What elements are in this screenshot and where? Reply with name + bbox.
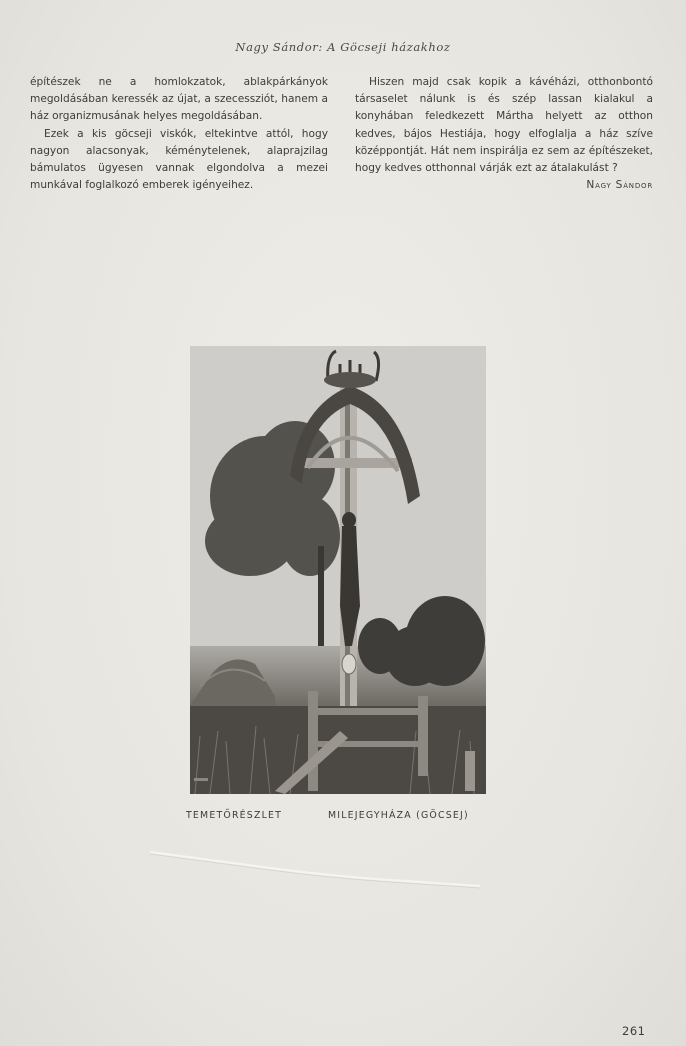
author-signature: Nagy Sándor: [586, 179, 653, 192]
paper-crease-mark: [150, 850, 480, 890]
right-paragraph-1: [355, 74, 653, 192]
left-column: [30, 74, 328, 194]
right-column: [355, 74, 653, 194]
photo-caption-left: TEMETŐRÉSZLET: [186, 810, 283, 821]
right-paragraph-text: Hiszen majd csak kopik a kávéházi, otthonbontó társaselet nálunk is és szép lassan kialakul a konyhában feledkezett Mártha helyett az otthon kedves, bájos Hestiája, hogy elfoglalja a ház szíve középpontját. Hát nem inspirálja ez sem az építészeket, hogy kedves otthonnal várják ezt az átalakulást ?: [355, 76, 653, 175]
page-number: 261: [622, 1024, 646, 1038]
photo-caption-right: MILEJEGYHÁZA (GÖCSEJ): [328, 810, 469, 821]
grave-cross-photo: [190, 346, 486, 794]
running-head: Nagy Sándor: A Göcseji házakhoz: [235, 40, 451, 54]
left-paragraph-1: építészek ne a homlokzatok, ablakpárkányok megoldásában keressék az újat, a szecessziót, hanem a ház organizmusának helyes megoldásában.: [30, 76, 328, 123]
wooden-grave-cross-photograph-icon: [190, 346, 486, 794]
left-paragraph-2: Ezek a kis göcseji viskók, eltekintve attól, hogy nagyon alacsonyak, kéménytelenek, alaprajzilag bámulatos ügyesen vannak elgondolva a mezei munkával foglalkozó emberek igényeihez.: [30, 127, 328, 192]
